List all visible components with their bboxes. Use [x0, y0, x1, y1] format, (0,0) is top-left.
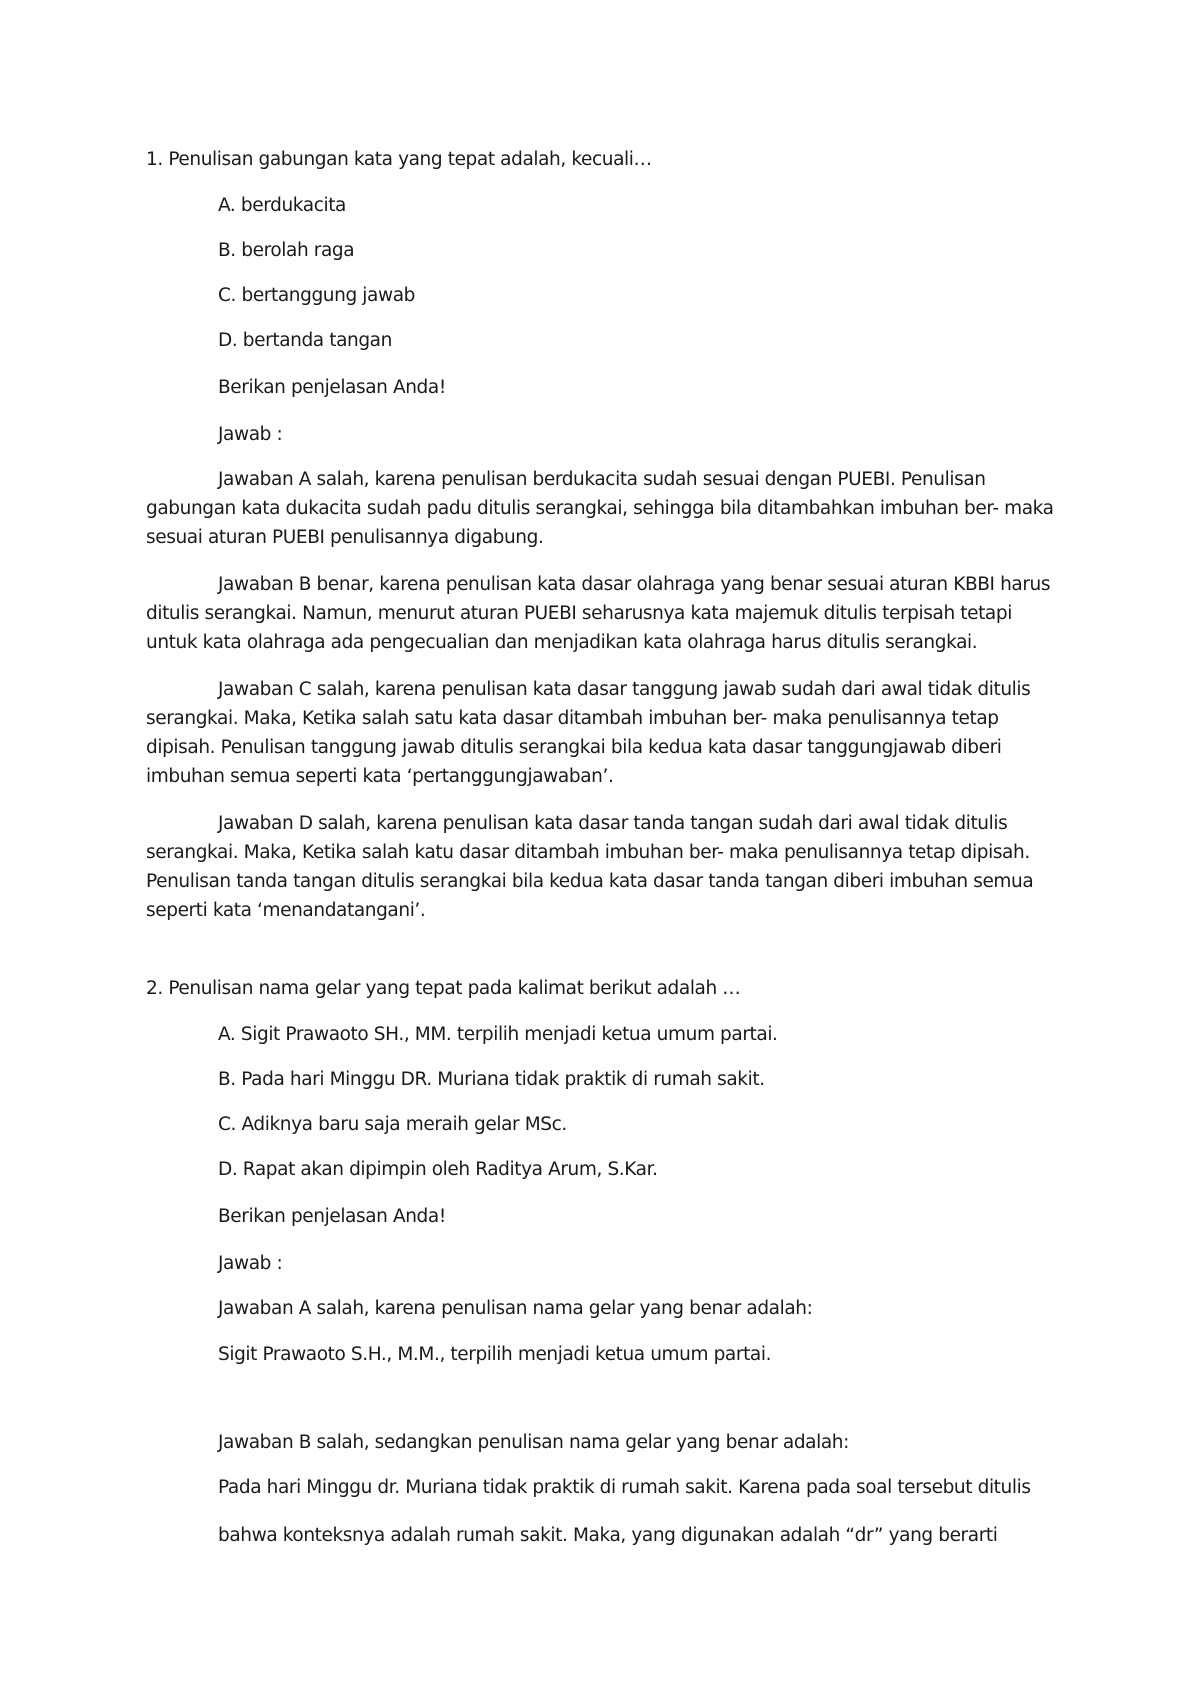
answer-b-line: bahwa konteksnya adalah rumah sakit. Maka, yang digunakan adalah “dr” yang berarti [218, 1525, 998, 1546]
answer-b-line: Pada hari Minggu dr. Muriana tidak praktik di rumah sakit. Karena pada soal tersebut ditulis [218, 1477, 1031, 1498]
explanation-b-line: ditulis serangkai. Namun, menurut aturan PUEBI seharusnya kata majemuk ditulis terpisah tetapi [146, 603, 1012, 624]
explanation-c-line: Jawaban C salah, karena penulisan kata dasar tanggung jawab sudah dari awal tidak ditulis [218, 679, 1031, 700]
question-2-option-a: A. Sigit Prawaoto SH., MM. terpilih menjadi ketua umum partai. [218, 1024, 778, 1045]
explanation-c-line: imbuhan semua seperti kata ‘pertanggungjawaban’. [146, 766, 614, 787]
explanation-a-line: sesuai aturan PUEBI penulisannya digabung. [146, 527, 544, 548]
explanation-d-line: seperti kata ‘menandatangani’. [146, 900, 426, 921]
question-2-option-d: D. Rapat akan dipimpin oleh Raditya Arum, S.Kar. [218, 1159, 658, 1180]
question-1-option-b: B. berolah raga [218, 240, 355, 261]
explanation-c-line: serangkai. Maka, Ketika salah satu kata dasar ditambah imbuhan ber- maka penulisannya tetap [146, 708, 999, 729]
explanation-a-line: gabungan kata dukacita sudah padu ditulis serangkai, sehingga bila ditambahkan imbuhan ber- maka [146, 498, 1054, 519]
question-1-option-a: A. berdukacita [218, 195, 346, 216]
question-2-prompt: 2. Penulisan nama gelar yang tepat pada kalimat berikut adalah … [146, 978, 741, 999]
explanation-d-line: serangkai. Maka, Ketika salah katu dasar ditambah imbuhan ber- maka penulisannya tetap dipisah. [146, 842, 1030, 863]
question-1-option-c: C. bertanggung jawab [218, 285, 415, 306]
answer-a-line: Jawaban A salah, karena penulisan nama gelar yang benar adalah: [218, 1298, 813, 1319]
question-1-option-d: D. bertanda tangan [218, 330, 392, 351]
explanation-c-line: dipisah. Penulisan tanggung jawab ditulis serangkai bila kedua kata dasar tanggungjawab diberi [146, 737, 1002, 758]
answer-a-line: Sigit Prawaoto S.H., M.M., terpilih menjadi ketua umum partai. [218, 1344, 772, 1365]
answer-b-line: Jawaban B salah, sedangkan penulisan nama gelar yang benar adalah: [218, 1432, 849, 1453]
question-2-option-c: C. Adiknya baru saja meraih gelar MSc. [218, 1114, 567, 1135]
explanation-a-line: Jawaban A salah, karena penulisan berdukacita sudah sesuai dengan PUEBI. Penulisan [218, 469, 986, 490]
explanation-d-line: Jawaban D salah, karena penulisan kata dasar tanda tangan sudah dari awal tidak ditulis [218, 813, 1008, 834]
explanation-d-line: Penulisan tanda tangan ditulis serangkai bila kedua kata dasar tanda tangan diberi imbuhan semua [146, 871, 1034, 892]
question-2-answer-label: Jawab : [218, 1253, 283, 1274]
question-1-instruction: Berikan penjelasan Anda! [218, 377, 446, 398]
question-2-instruction: Berikan penjelasan Anda! [218, 1206, 446, 1227]
question-1-answer-label: Jawab : [218, 424, 283, 445]
question-2-option-b: B. Pada hari Minggu DR. Muriana tidak praktik di rumah sakit. [218, 1069, 765, 1090]
explanation-b-line: Jawaban B benar, karena penulisan kata dasar olahraga yang benar sesuai aturan KBBI harus [218, 574, 1051, 595]
question-1-prompt: 1. Penulisan gabungan kata yang tepat adalah, kecuali… [146, 149, 652, 170]
explanation-b-line: untuk kata olahraga ada pengecualian dan menjadikan kata olahraga harus ditulis serangkai. [146, 632, 978, 653]
